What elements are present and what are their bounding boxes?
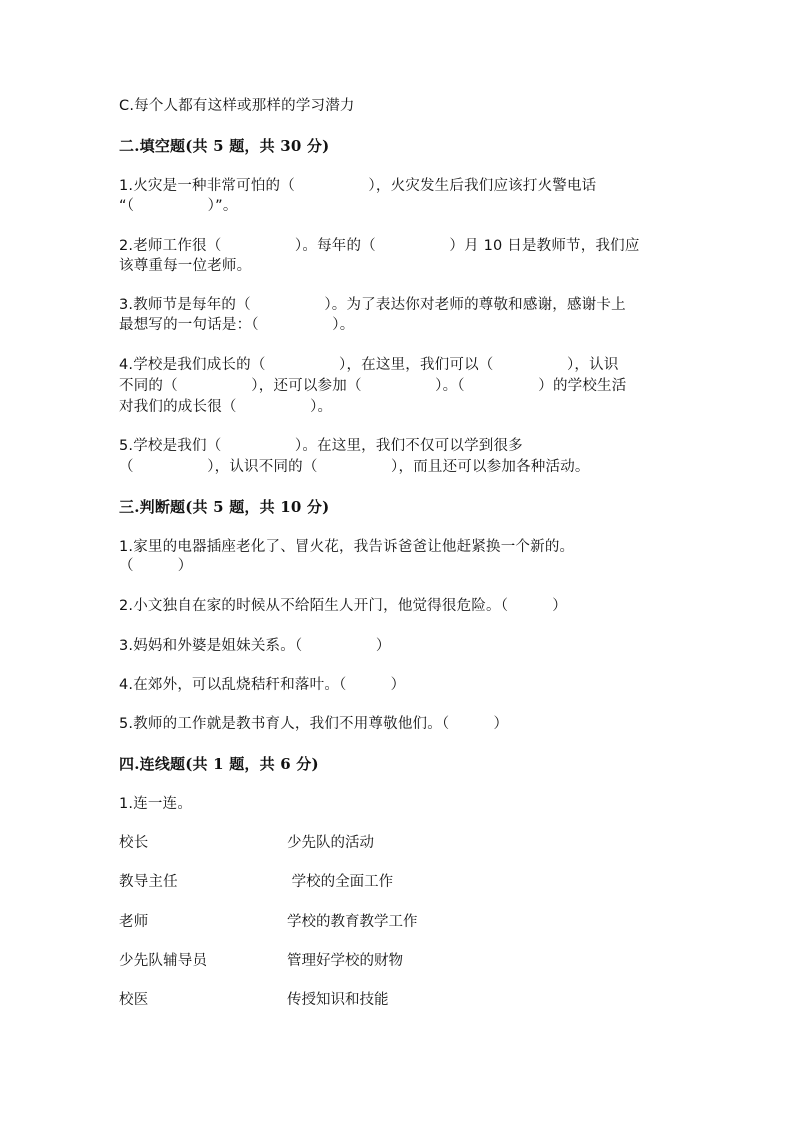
s2-q1-line2: “（ ）”。 bbox=[119, 198, 238, 214]
s2-q2-line1: 2.老师工作很（ ）。每年的（ ）月 10 日是教师节，我们应 bbox=[119, 238, 640, 254]
s2-q3-line2: 最想写的一句话是：（ ）。 bbox=[119, 317, 355, 333]
section-4-heading: 四.连线题(共 1 题，共 6 分) bbox=[119, 755, 319, 773]
s2-q3-line1: 3.教师节是每年的（ ）。为了表达你对老师的尊敬和感谢，感谢卡上 bbox=[119, 297, 626, 313]
s2-q5-line1: 5.学校是我们（ ）。在这里，我们不仅可以学到很多 bbox=[119, 438, 523, 454]
option-c: C.每个人都有这样或那样的学习潜力 bbox=[119, 98, 355, 114]
match-left-item: 教导主任 bbox=[119, 874, 178, 890]
s2-q4-line1: 4.学校是我们成长的（ ），在这里，我们可以（ ），认识 bbox=[119, 357, 619, 373]
section-3-heading: 三.判断题(共 5 题，共 10 分) bbox=[119, 498, 330, 516]
match-right-item: 传授知识和技能 bbox=[287, 992, 389, 1008]
s2-q5-line2: （ ），认识不同的（ ），而且还可以参加各种活动。 bbox=[119, 459, 590, 475]
s3-q1-line1: 1.家里的电器插座老化了、冒火花，我告诉爸爸让他赶紧换一个新的。 bbox=[119, 539, 575, 555]
s2-q2-line2: 该尊重每一位老师。 bbox=[119, 258, 252, 274]
match-left-item: 老师 bbox=[119, 914, 149, 930]
match-right-item: 少先队的活动 bbox=[287, 835, 374, 851]
s2-q1-line1: 1.火灾是一种非常可怕的（ ），火灾发生后我们应该打火警电话 bbox=[119, 178, 597, 194]
match-right-item: 学校的全面工作 bbox=[287, 874, 394, 890]
s2-q4-line3: 对我们的成长很（ ）。 bbox=[119, 399, 333, 415]
match-left-item: 校长 bbox=[119, 835, 149, 851]
match-right-item: 管理好学校的财物 bbox=[287, 953, 403, 969]
s3-q5: 5.教师的工作就是教书育人，我们不用尊敬他们。（ ） bbox=[119, 716, 509, 732]
section-2-heading: 二.填空题(共 5 题，共 30 分) bbox=[119, 137, 330, 155]
match-left-item: 少先队辅导员 bbox=[119, 953, 208, 969]
s2-q4-line2: 不同的（ ），还可以参加（ ）。（ ）的学校生活 bbox=[119, 378, 627, 394]
s3-q1-line2: （ ） bbox=[119, 558, 193, 574]
s3-q3: 3.妈妈和外婆是姐妹关系。（ ） bbox=[119, 638, 391, 654]
s3-q4: 4.在郊外，可以乱烧秸秆和落叶。（ ） bbox=[119, 677, 406, 693]
match-right-item: 学校的教育教学工作 bbox=[287, 914, 418, 930]
match-left-item: 校医 bbox=[119, 992, 149, 1008]
s3-q2: 2.小文独自在家的时候从不给陌生人开门，他觉得很危险。（ ） bbox=[119, 598, 567, 614]
s4-q1: 1.连一连。 bbox=[119, 796, 193, 812]
